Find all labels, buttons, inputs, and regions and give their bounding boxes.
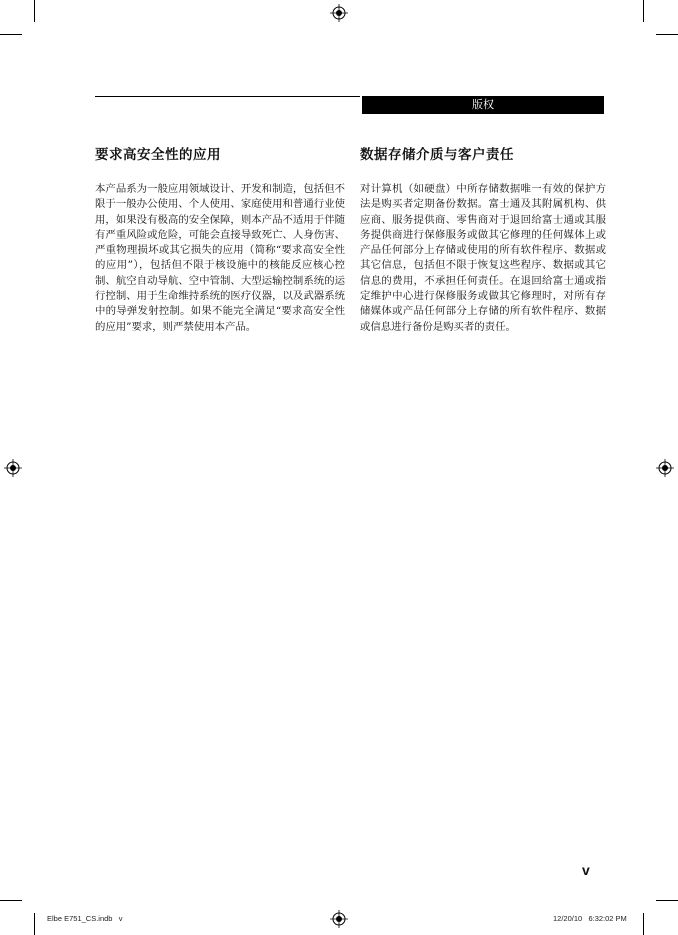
crop-mark: [34, 913, 35, 935]
crop-mark: [643, 0, 644, 22]
registration-mark-icon: [330, 4, 348, 22]
left-column: [95, 146, 345, 335]
section-label: 版权: [362, 96, 604, 114]
right-body: 对计算机（如硬盘）中所存储数据唯一有效的保护方法是购买者定期备份数据。富士通及其附属机构、供应商、服务提供商、零售商对于退回给富士通或其服务提供商进行保修服务或做其它修理的任何媒体上或产品任何部分上存储或使用的所有软件程序、数据或其它信息，包括但不限于恢复这些程序、数据或其它信息的费用，不承担任何责任。在退回给富士通或指定维护中心进行保修服务或做其它修理时，对所有存储媒体或产品任何部分上存储的所有软件程序、数据或信息进行备份是购买者的责任。: [360, 183, 606, 333]
crop-mark: [0, 900, 22, 901]
crop-mark: [643, 913, 644, 935]
crop-mark: [0, 34, 22, 35]
registration-mark-icon: [656, 459, 674, 477]
crop-mark: [656, 900, 678, 901]
registration-mark-icon: [4, 459, 22, 477]
crop-mark: [34, 0, 35, 22]
header-rule: [95, 96, 360, 97]
right-column: [360, 146, 606, 335]
slug-timestamp: 12/20/10 6:32:02 PM: [553, 914, 627, 923]
right-heading: 数据存储介质与客户责任: [360, 147, 514, 163]
left-heading: 要求高安全性的应用: [95, 147, 221, 163]
page-number: v: [582, 862, 590, 878]
left-body: 本产品系为一般应用领域设计、开发和制造，包括但不限于一般办公使用、个人使用、家庭使用和普通行业使用，如果没有极高的安全保障，则本产品不适用于伴随有严重风险或危险，可能会直接导致死亡、人身伤害、严重物理损坏或其它损失的应用（简称“要求高安全性的应用”），包括但不限于核设施中的核能反应核心控制、航空自动导航、空中管制、大型运输控制系统的运行控制、用于生命维持系统的医疗仪器，以及武器系统中的导弹发射控制。如果不能完全满足“要求高安全性的应用”要求，则严禁使用本产品。: [95, 183, 345, 333]
crop-mark: [656, 34, 678, 35]
registration-mark-icon: [330, 910, 348, 928]
slug-filename: Elbe E751_CS.indb v: [47, 914, 123, 923]
